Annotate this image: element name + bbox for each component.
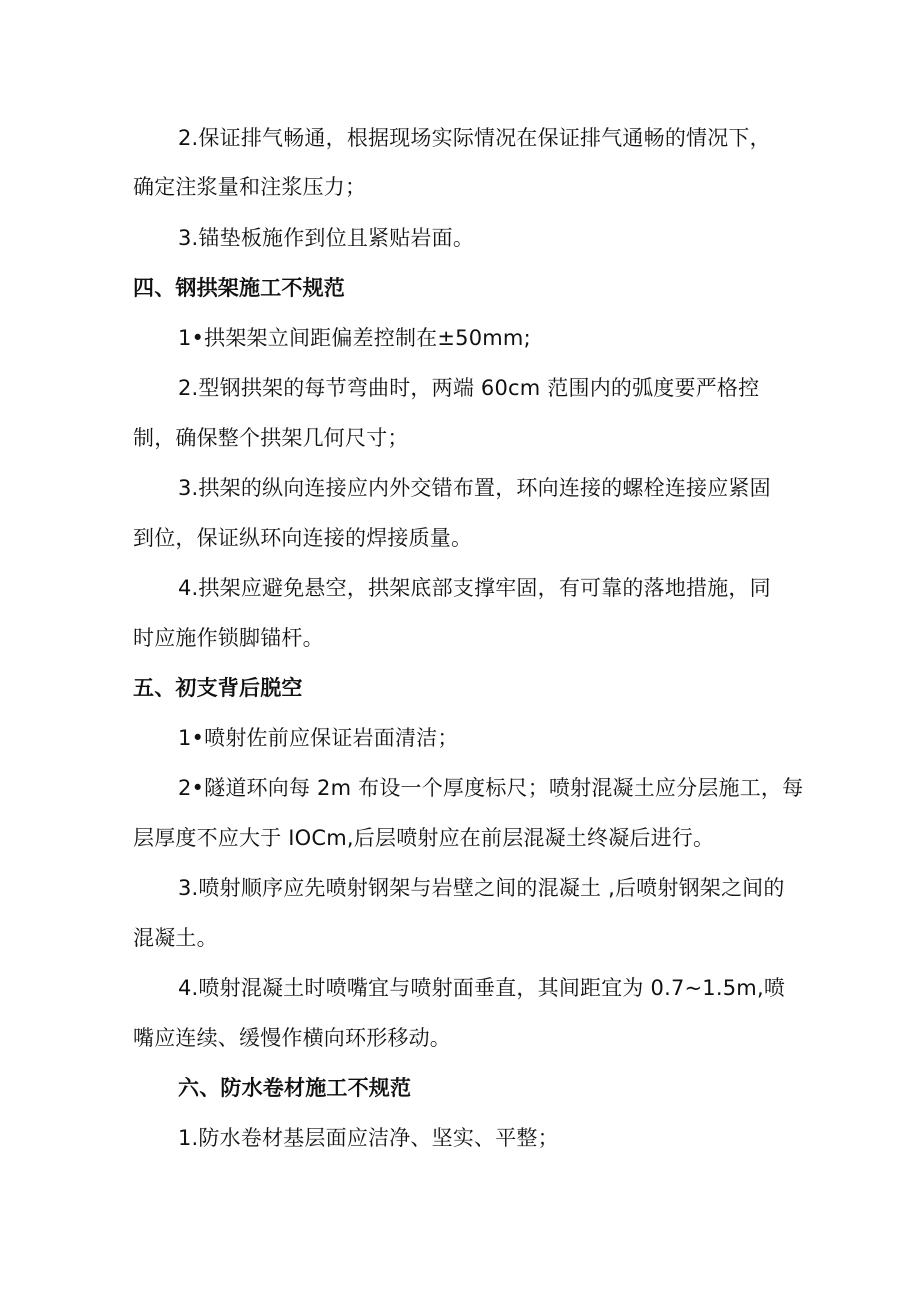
- paragraph-shotcrete-item-3-cont: 混凝土。: [133, 926, 218, 950]
- paragraph-membrane-item-1: 1.防水卷材基层面应洁净、坚实、平整；: [178, 1126, 559, 1150]
- paragraph-shotcrete-item-4: 4.喷射混凝土时喷嘴宜与喷射面垂直，其间距宜为 0.7~1.5m,喷: [178, 976, 786, 1000]
- paragraph-arch-item-4-cont: 时应施作锁脚锚杆。: [133, 626, 324, 650]
- paragraph-arch-item-2: 2.型钢拱架的每节弯曲时，两端 60cm 范围内的弧度要严格控: [178, 376, 760, 400]
- paragraph-arch-item-3-cont: 到位，保证纵环向连接的焊接质量。: [133, 526, 473, 550]
- paragraph-shotcrete-item-3: 3.喷射顺序应先喷射钢架与岩壁之间的混凝土 ,后喷射钢架之间的: [178, 876, 785, 900]
- paragraph-shotcrete-item-2: 2•隧道环向每 2m 布设一个厚度标尺；喷射混凝土应分层施工，每: [178, 776, 804, 800]
- paragraph-arch-item-3: 3.拱架的纵向连接应内外交错布置，环向连接的螺栓连接应紧固: [178, 476, 771, 500]
- paragraph-exhaust-item-2-cont: 确定注浆量和注浆压力；: [133, 175, 367, 199]
- paragraph-shotcrete-item-2-cont: 层厚度不应大于 IOCm,后层喷射应在前层混凝土终凝后进行。: [133, 826, 715, 850]
- section-heading-void-behind-support: 五、初支背后脱空: [133, 676, 303, 700]
- paragraph-anchor-plate-item-3: 3.锚垫板施作到位且紧贴岩面。: [178, 226, 475, 250]
- paragraph-shotcrete-item-4-cont: 嘴应连续、缓慢作横向环形移动。: [133, 1026, 451, 1050]
- section-heading-steel-arch: 四、钢拱架施工不规范: [133, 276, 345, 300]
- paragraph-exhaust-item-2: 2.保证排气畅通，根据现场实际情况在保证排气通畅的情况下，: [178, 126, 771, 150]
- paragraph-arch-item-2-cont: 制，确保整个拱架几何尺寸；: [133, 426, 409, 450]
- paragraph-shotcrete-item-1: 1•喷射佐前应保证岩面清洁；: [178, 726, 459, 750]
- paragraph-arch-item-4: 4.拱架应避免悬空，拱架底部支撑牢固，有可靠的落地措施，同: [178, 576, 771, 600]
- section-heading-waterproof-membrane: 六、防水卷材施工不规范: [178, 1076, 412, 1100]
- paragraph-arch-item-1: 1•拱架架立间距偏差控制在±50mm;: [178, 326, 531, 350]
